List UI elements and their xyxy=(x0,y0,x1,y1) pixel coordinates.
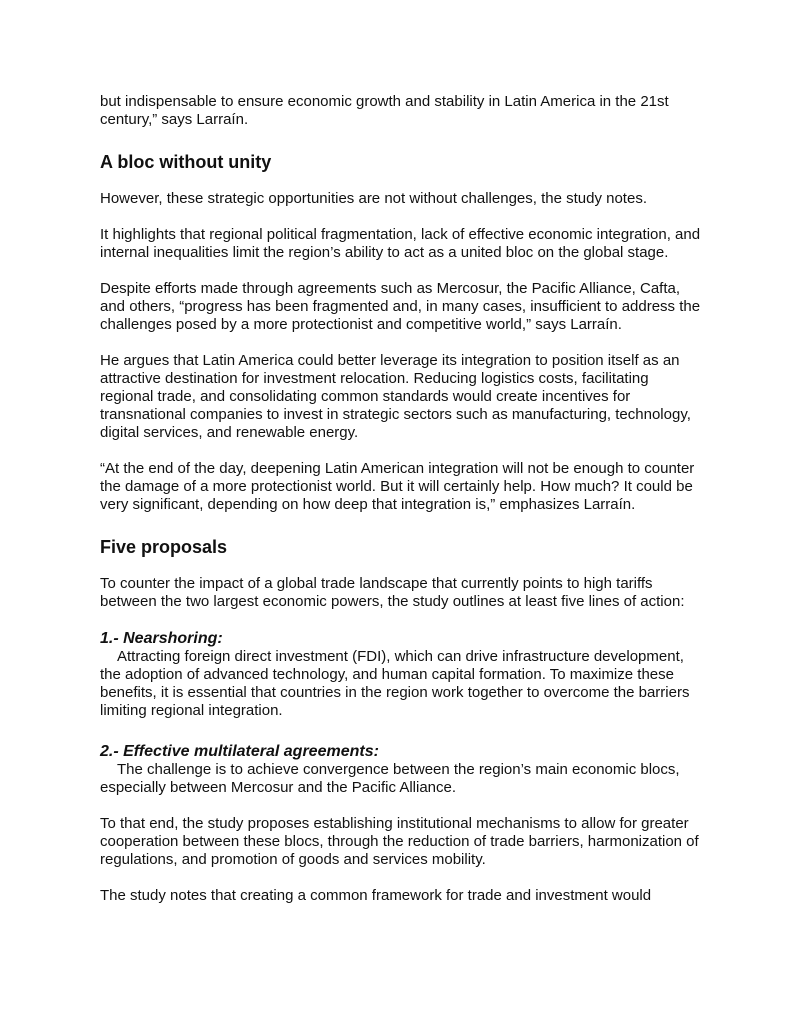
section-heading-proposals: Five proposals xyxy=(100,537,228,557)
nearshoring-paragraph: Attracting foreign direct investment (FDI), which can drive infrastructure development, the adoption of advanced technology, and human capital formation. To maximize these benefits, it is essential that countries in the region work together to overcome the barriers limiting regional integration. xyxy=(100,648,690,719)
document-page xyxy=(100,93,704,905)
quote-paragraph: “At the end of the day, deepening Latin American integration will not be enough to counter the damage of a more protectionist world. But it will certainly help. How much? It could be very significant, depending on how deep that integration is,” emphasizes Larraín. xyxy=(100,460,695,513)
mechanisms-paragraph: To that end, the study proposes establishing institutional mechanisms to allow for greater cooperation between these blocs, through the reduction of trade barriers, harmonization of regulations, and promotion of goods and services mobility. xyxy=(100,815,699,868)
fragmentation-paragraph: It highlights that regional political fragmentation, lack of effective economic integration, and internal inequalities limit the region’s ability to act as a united bloc on the global stage. xyxy=(100,226,701,261)
section-heading-bloc: A bloc without unity xyxy=(100,152,272,172)
counter-paragraph: To counter the impact of a global trade landscape that currently points to high tariffs between the two largest economic powers, the study outlines at least five lines of action: xyxy=(100,575,685,610)
proposal-heading-multilateral: 2.- Effective multilateral agreements: xyxy=(100,743,379,760)
leverage-paragraph: He argues that Latin America could better leverage its integration to position itself as an attractive destination for investment relocation. Reducing logistics costs, facilitating regional trade, and consolidating common standards would create incentives for transnational companies to invest in strategic sectors such as manufacturing, technology, digital services, and renewable energy. xyxy=(100,352,691,441)
framework-paragraph: The study notes that creating a common framework for trade and investment would xyxy=(100,887,652,904)
intro-paragraph: but indispensable to ensure economic growth and stability in Latin America in the 21st century,” says Larraín. xyxy=(100,93,669,128)
multilateral-paragraph: The challenge is to achieve convergence between the region’s main economic blocs, especially between Mercosur and the Pacific Alliance. xyxy=(100,761,680,796)
proposal-heading-nearshoring: 1.- Nearshoring: xyxy=(100,630,223,647)
challenges-paragraph: However, these strategic opportunities are not without challenges, the study notes. xyxy=(100,190,647,207)
agreements-paragraph: Despite efforts made through agreements such as Mercosur, the Pacific Alliance, Cafta, and others, “progress has been fragmented and, in many cases, insufficient to address the challenges posed by a more protectionist and competitive world,” says Larraín. xyxy=(100,280,701,333)
